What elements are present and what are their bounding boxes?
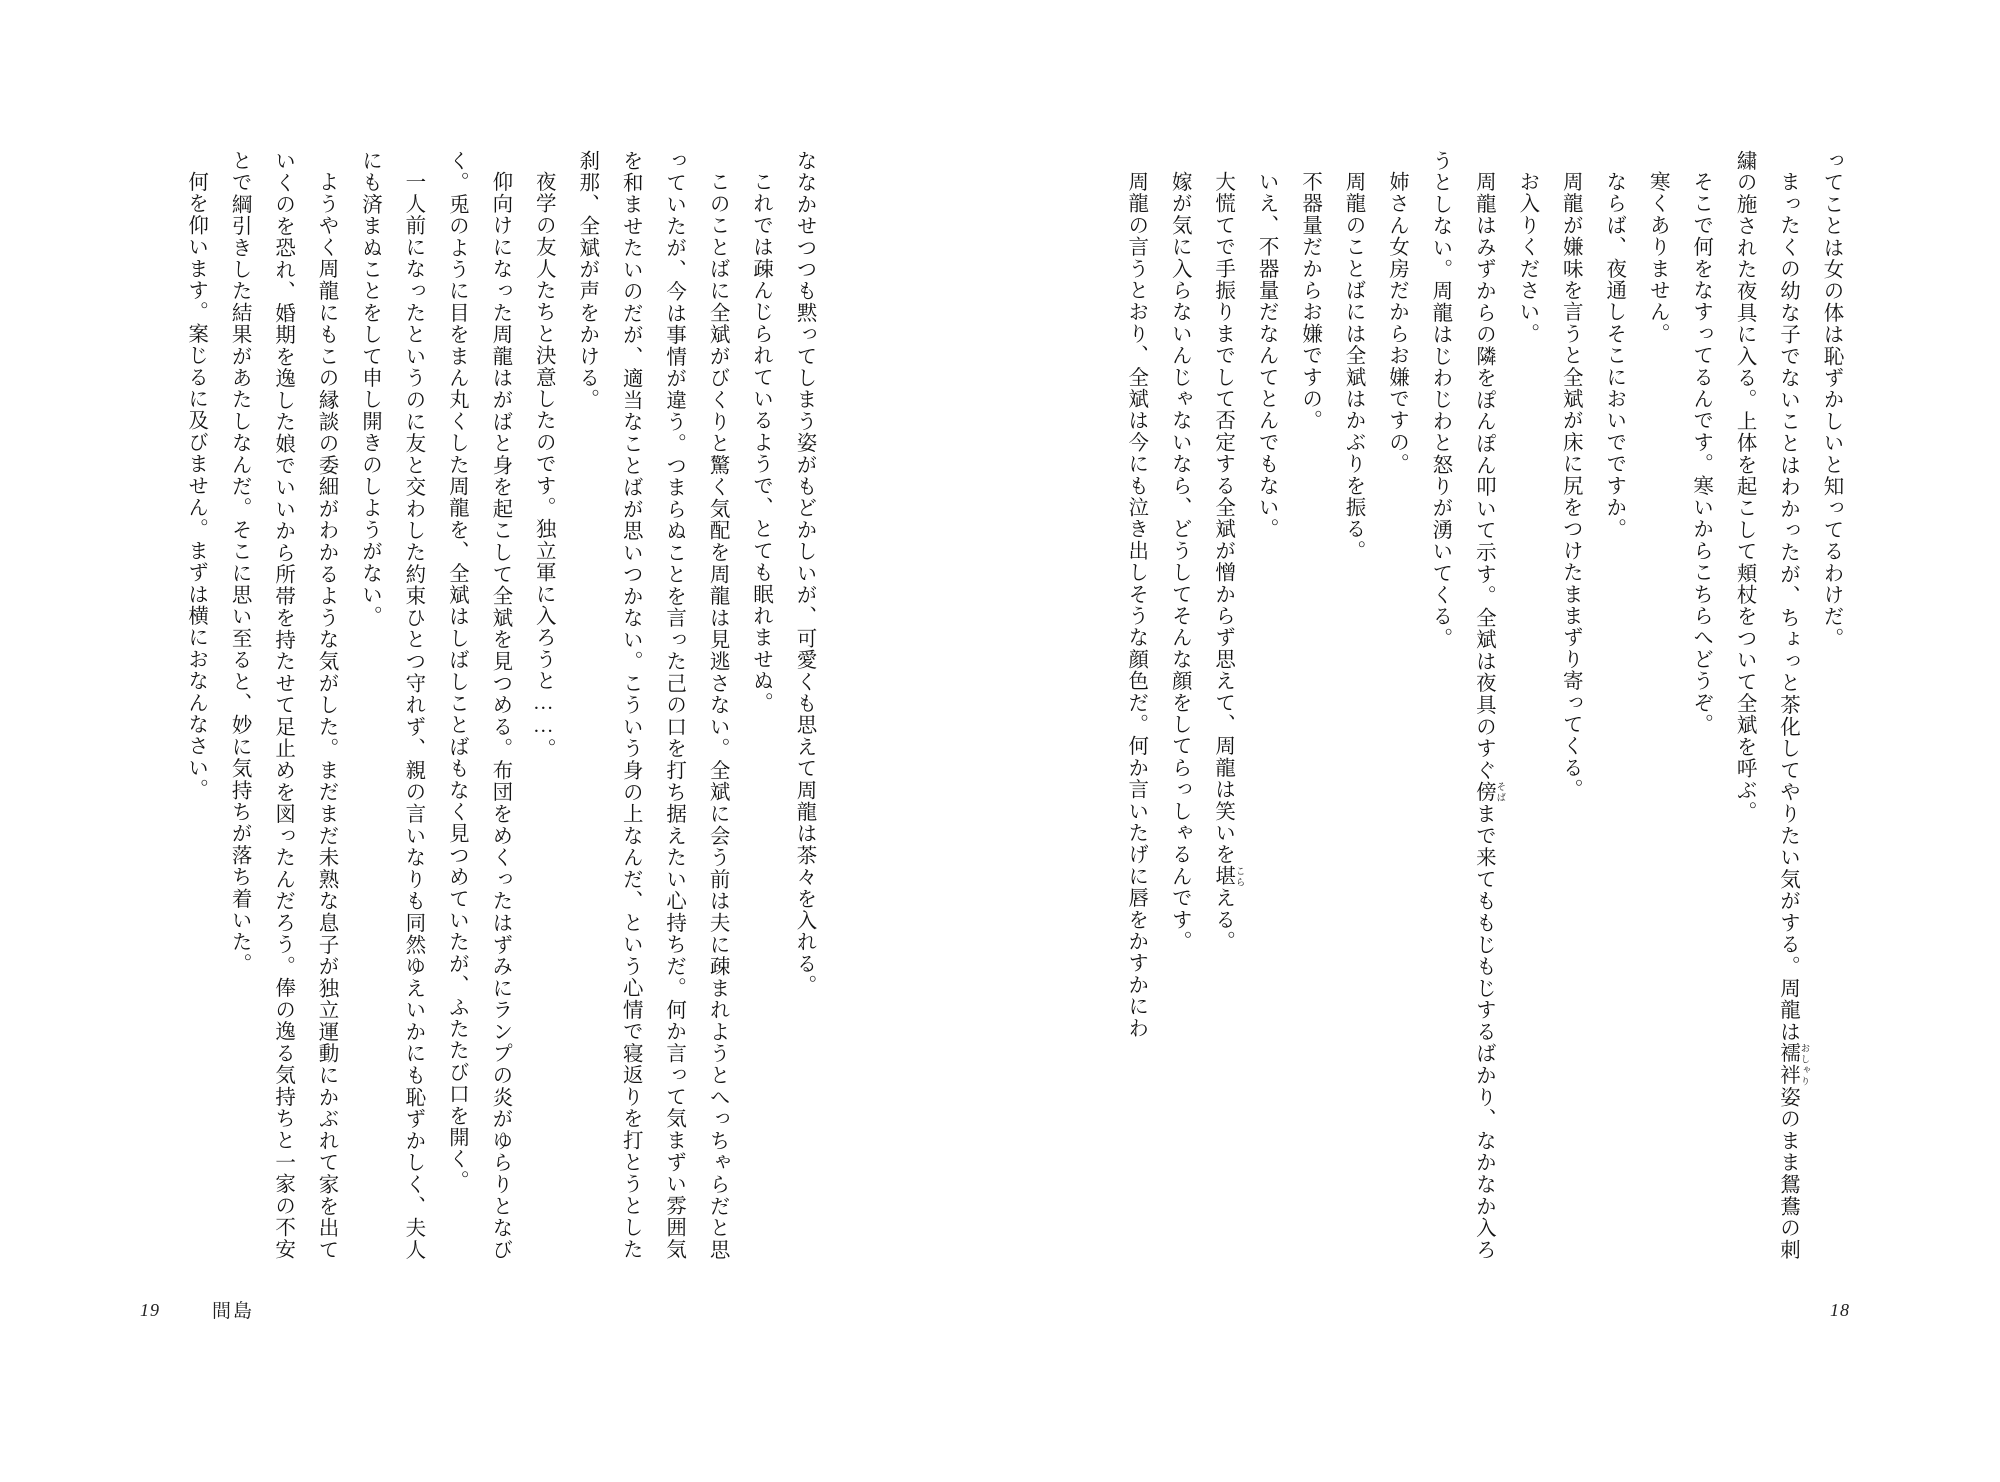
page-number-left: 19	[140, 1300, 160, 1320]
paragraph: お入りください。	[1515, 170, 1538, 345]
paragraph: ようやく周龍にもこの縁談の委細がわかるような気がした。まだまだ未熟な息子が独立運動にかぶれて家を出ていくのを恐れ、婚期を逸した娘でいいから所帯を持たせて足止めを図ったんだろう。俸の逸る気持ちと一家の不安とで綱引きした結果があたしなんだ。そこに思い至ると、妙に気持ちが落ち着いた。	[228, 150, 338, 1260]
paragraph: そこで何をなすってるんです。寒いからこちらへどうぞ。	[1689, 170, 1712, 735]
paragraph: 一人前になったというのに友と交わした約束ひとつ守れず、親の言いなりも同然ゆえいかにも恥ずかしく、夫人にも済まぬことをして申し開きのしようがない。	[358, 150, 424, 1260]
paragraph: 夜学の友人たちと決意したのです。独立軍に入ろうと……。	[532, 170, 555, 760]
ruby-annotation: 傍 そば	[1472, 780, 1505, 803]
paragraph: まったくの幼な子でないことはわかったが、ちょっと茶化してやりたい気がする。周龍は襦袢 おしゃり姿のまま鴛鴦の刺繍の施された夜具に入る。上体を起こして頬杖をついて全斌を呼ぶ。	[1733, 150, 1809, 1261]
paragraph: 仰向けになった周龍はがばと身を起こして全斌を見つめる。布団をめくったはずみにランプの炎がゆらりとなびく。兎のように目をまん丸くした周龍を、全斌はしばしことばもなく見つめていたが、ふたたび口を開く。	[445, 150, 511, 1260]
paragraph: 寒くありません。	[1646, 170, 1669, 345]
paragraph: 姉さん女房だからお嫌ですの。	[1385, 170, 1408, 475]
page-number-right: 18	[1830, 1300, 1850, 1320]
paragraph: 不器量だからお嫌ですの。	[1298, 170, 1321, 431]
paragraph: ってことは女の体は恥ずかしいと知ってるわけだ。	[1820, 150, 1842, 650]
running-head: 間島	[212, 1301, 255, 1322]
paragraph: 嫁が気に入らないんじゃないなら、どうしてそんな顔をしてらっしゃるんです。	[1168, 170, 1191, 952]
paragraph: いえ、不器量だなんてとんでもない。	[1255, 170, 1278, 540]
paragraph: 何を仰います。案じるに及びません。まずは横におなんなさい。	[184, 170, 207, 800]
ruby-annotation: 堪 こら	[1211, 864, 1244, 887]
paragraph: このことばに全斌がびくりと驚く気配を周龍は見逃さない。全斌に会う前は夫に疎まれようとへっちゃらだと思っていたが、今は事情が違う。つまらぬことを言った己の口を打ち据えたい心持ちだ。何か言って気まずい雰囲気を和ませたいのだが、適当なことばが思いつかない。こういう身の上なんだ、という心情で寝返りを打とうとした刹那、全斌が声をかける。	[575, 150, 729, 1260]
paragraph: ならば、夜通しそこにおいでですか。	[1602, 170, 1625, 540]
paragraph: 周龍のことばには全斌はかぶりを振る。	[1342, 170, 1365, 562]
page-right-text-block	[742, 150, 1852, 1260]
paragraph: 周龍はみずからの隣をぽんぽん叩いて示す。全斌は夜具のすぐ傍 そばまで来てももじもじするばかり、なかなか入ろうとしない。周龍はじわじわと怒りが湧いてくる。	[1428, 150, 1505, 1260]
paragraph: 周龍の言うとおり、全斌は今にも泣き出しそうな顔色だ。何か言いたげに唇をかすかにわ	[1124, 170, 1147, 1039]
page-left-text-block	[0, 150, 825, 1260]
ruby-annotation: 襦袢 おしゃり	[1776, 1042, 1809, 1086]
paragraph: ななかせつつも黙ってしまう姿がもどかしいが、可愛くも思えて周龍は茶々を入れる。	[793, 150, 815, 997]
paragraph: これでは疎んじられているようで、とても眠れませぬ。	[749, 170, 772, 713]
paragraph: 周龍が嫌味を言うと全斌が床に尻をつけたままずり寄ってくる。	[1559, 170, 1582, 800]
paragraph: 大慌てで手振りまでして否定する全斌が憎からず思えて、周龍は笑いを堪 こらえる。	[1211, 170, 1244, 952]
